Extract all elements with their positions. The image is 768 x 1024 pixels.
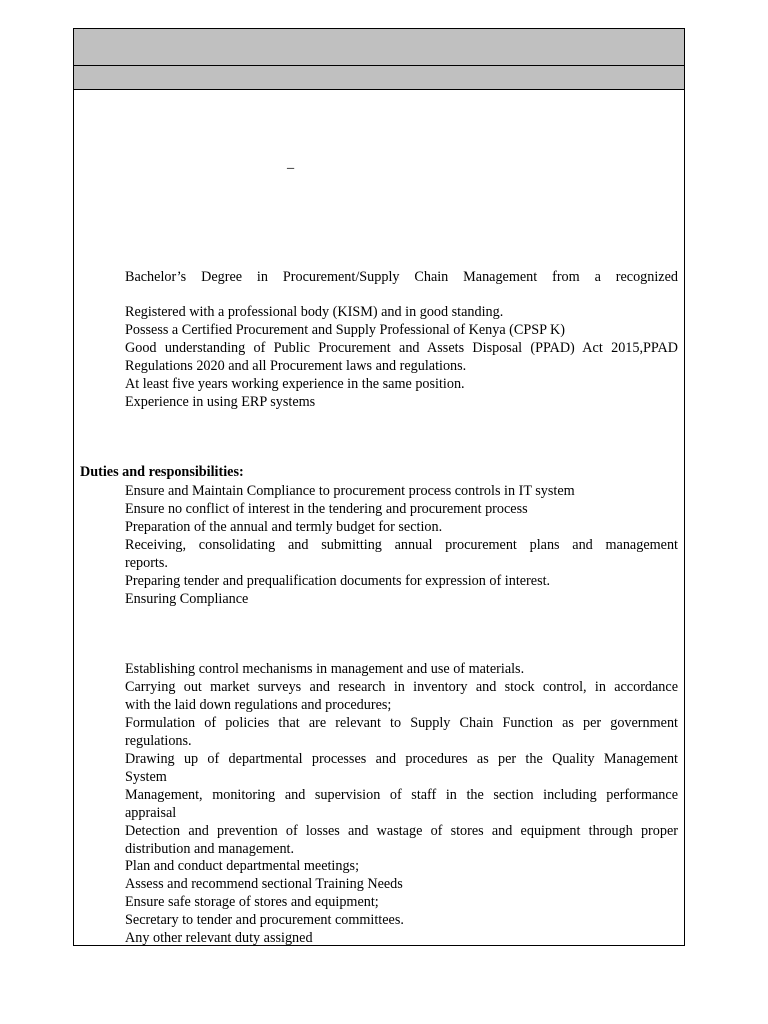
qualification-line: At least five years working experience in the same position. — [125, 376, 465, 392]
duty-line: Ensure no conflict of interest in the tendering and procurement process — [125, 501, 528, 517]
qualification-line: Registered with a professional body (KISM) and in good standing. — [125, 304, 504, 320]
duty-line: reports. — [125, 555, 168, 571]
qualification-line: Experience in using ERP systems — [125, 394, 316, 410]
duties-heading: Duties and responsibilities: — [80, 464, 244, 480]
duty-line: Carrying out market surveys and research in inventory and stock control, in accordance — [125, 679, 678, 695]
duty-line: Any other relevant duty assigned — [125, 930, 313, 946]
duty-line: distribution and management. — [125, 841, 295, 857]
duty-line: Formulation of policies that are relevant to Supply Chain Function as per government — [125, 715, 678, 731]
duty-line: Management, monitoring and supervision of staff in the section including performance — [125, 787, 678, 803]
duty-line: Ensuring Compliance — [125, 591, 249, 607]
duty-line: with the laid down regulations and procedures; — [125, 697, 392, 713]
duty-line: Receiving, consolidating and submitting annual procurement plans and management — [125, 537, 678, 553]
qualification-line: Bachelor’s Degree in Procurement/Supply Chain Management from a recognized — [125, 269, 678, 285]
duty-line: Assess and recommend sectional Training Needs — [125, 876, 403, 892]
duty-line: appraisal — [125, 805, 177, 821]
duty-line: Plan and conduct departmental meetings; — [125, 858, 360, 874]
qualification-line: Possess a Certified Procurement and Supply Professional of Kenya (CPSP K) — [125, 322, 566, 338]
duty-line: Detection and prevention of losses and wastage of stores and equipment through proper — [125, 823, 678, 839]
duty-line: Ensure safe storage of stores and equipment; — [125, 894, 379, 910]
duty-line: System — [125, 769, 167, 785]
dash-mark: – — [287, 160, 295, 176]
qualification-line: Good understanding of Public Procurement and Assets Disposal (PPAD) Act 2015,PPAD — [125, 340, 678, 356]
header-bar-top — [74, 29, 684, 66]
header-bar-second — [74, 66, 684, 90]
duty-line: regulations. — [125, 733, 192, 749]
duty-line: Ensure and Maintain Compliance to procurement process controls in IT system — [125, 483, 575, 499]
duty-line: Preparation of the annual and termly budget for section. — [125, 519, 443, 535]
duty-line: Drawing up of departmental processes and procedures as per the Quality Management — [125, 751, 678, 767]
duty-line: Establishing control mechanisms in management and use of materials. — [125, 661, 525, 677]
duty-line: Preparing tender and prequalification documents for expression of interest. — [125, 573, 551, 589]
duty-line: Secretary to tender and procurement committees. — [125, 912, 404, 928]
qualification-line: Regulations 2020 and all Procurement laws and regulations. — [125, 358, 467, 374]
